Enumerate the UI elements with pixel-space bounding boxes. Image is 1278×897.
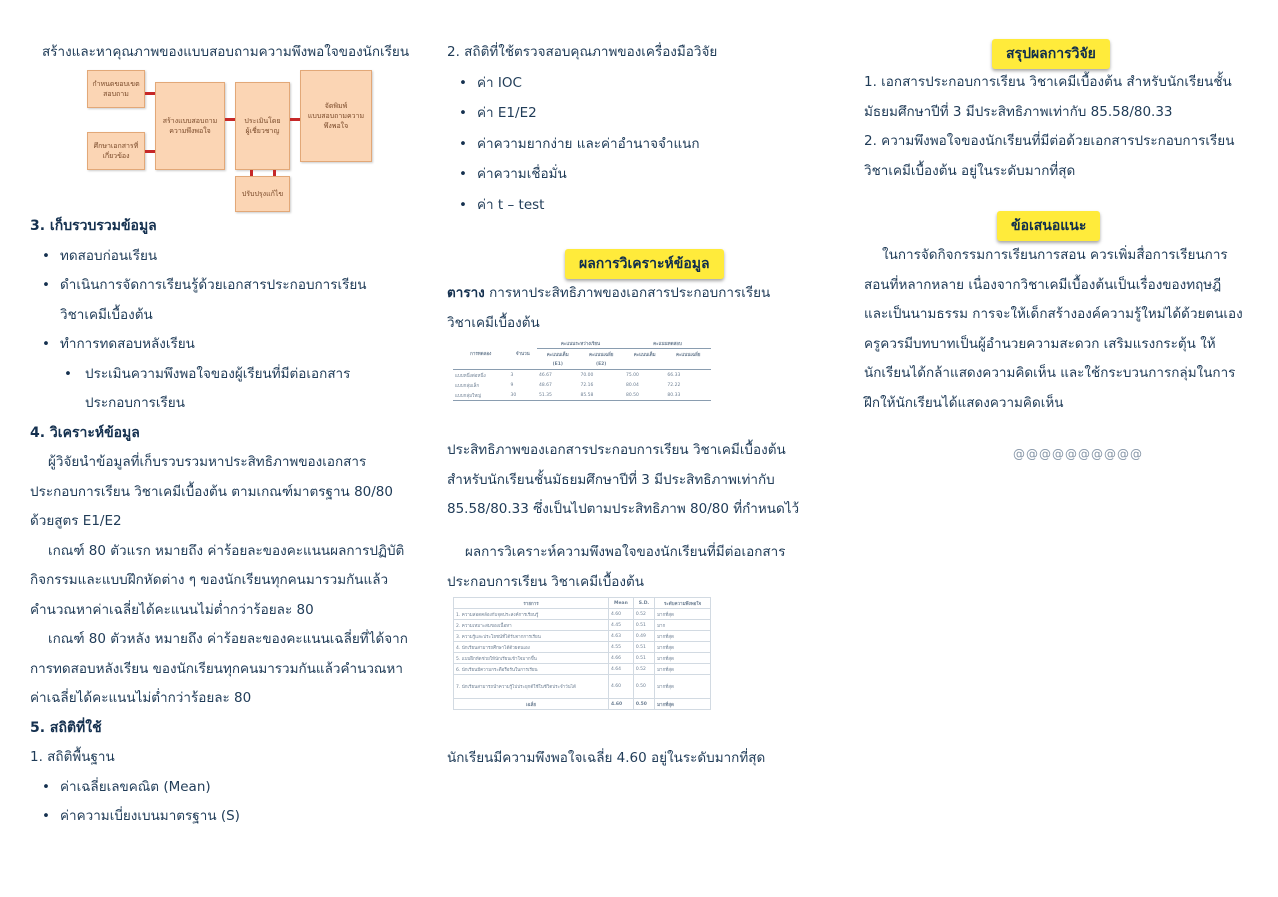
- t2-header-mean: Mean: [609, 598, 634, 609]
- stat-item-ttest: • ค่า t – test: [447, 190, 817, 221]
- t2-cell: 2. ความเหมาะสมของเนื้อหา: [454, 620, 609, 631]
- suggestion-line5: นักเรียนได้กล้าแสดงความคิดเห็น และใช้กระบวนการกลุ่มในการ: [864, 365, 1236, 381]
- t2-header-sd: S.D.: [633, 598, 654, 609]
- t2-cell: 4. นักเรียนสามารถศึกษาได้ด้วยตนเอง: [454, 642, 609, 653]
- t2-cell: 7. นักเรียนสามารถนำความรู้ไปประยุกต์ใช้ในชีวิตประจำวันได้: [454, 675, 609, 699]
- t2-header-item: รายการ: [454, 598, 609, 609]
- t1-cell: 80.50: [624, 390, 665, 401]
- t1-header-empty: [453, 359, 509, 370]
- satisfaction-intro-line1: ผลการวิเคราะห์ความพึงพอใจของนักเรียนที่มีต่อเอกสาร: [465, 544, 786, 560]
- t2-header-level: ระดับความพึงพอใจ: [655, 598, 711, 609]
- stat-item-difficulty: • ค่าความยากง่าย และค่าอำนาจจำแนก: [447, 129, 817, 160]
- table-row-total: [454, 699, 711, 710]
- efficiency-line3: 85.58/80.33 ซึ่งเป็นไปตามประสิทธิภาพ 80/80 ที่กำหนดไว้: [447, 501, 800, 517]
- t2-total-label: เฉลี่ย: [454, 699, 609, 710]
- t1-header-empty: [509, 338, 538, 349]
- t1-cell: 80.04: [625, 382, 639, 388]
- summary-1-line2: มัธยมศึกษาปีที่ 3 มีประสิทธิภาพเท่ากับ 85.58/80.33: [864, 103, 1173, 120]
- sec3-item-teach-line2: วิชาเคมีเบื้องต้น: [60, 306, 153, 323]
- t2-cell: 3. ความรู้และประโยชน์ที่ได้รับจากการเรียน: [454, 631, 609, 642]
- t2-cell: มากที่สุด: [655, 631, 711, 642]
- diagram-arrow: [250, 170, 253, 176]
- t1-cell: แบบกลุ่มเล็ก: [455, 383, 480, 389]
- efficiency-line2: สำหรับนักเรียนชั้นมัธยมศึกษาปีที่ 3 มีประสิทธิภาพเท่ากับ: [447, 471, 775, 488]
- sec4-para1-line2: ประกอบการเรียน วิชาเคมีเบื้องต้น ตามเกณฑ์มาตรฐาน 80/80: [30, 483, 393, 500]
- sec4-para1-line3: ด้วยสูตร E1/E2: [30, 513, 122, 529]
- sec3-item-teach-line1: ดำเนินการจัดการเรียนรู้ด้วยเอกสารประกอบการเรียน: [60, 277, 367, 293]
- t2-cell: 4.45: [609, 620, 634, 631]
- sec4-para2-line2: กิจกรรมและแบบฝึกหัดต่าง ๆ ของนักเรียนทุกคนมารวมกันแล้ว: [30, 572, 389, 588]
- t2-cell: 1. ความสอดคล้องกับจุดประสงค์การเรียนรู้: [454, 609, 609, 620]
- t1-header-mean1: คะแนนเฉลี่ย: [588, 352, 614, 358]
- t1-header-full1: คะแนนเต็ม: [546, 352, 569, 358]
- t1-header-empty: [509, 359, 538, 370]
- diagram-box-expert-review: ประเมินโดย ผู้เชี่ยวชาญ: [235, 82, 290, 170]
- t1-header-full2: คะแนนเต็ม: [633, 352, 656, 358]
- diagram-arrow: [145, 150, 155, 153]
- column-results: [447, 38, 817, 220]
- t2-cell: 4.55: [609, 642, 634, 653]
- table-row: [454, 675, 711, 699]
- t2-cell: มากที่สุด: [655, 664, 711, 675]
- sec4-para3-line3: ค่าเฉลี่ยได้คะแนนไม่ต่ำกว่าร้อยละ 80: [30, 690, 252, 706]
- summary-2-line2: วิชาเคมีเบื้องต้น อยู่ในระดับมากที่สุด: [864, 162, 1076, 179]
- sec4-para1-line1: ผู้วิจัยนำข้อมูลที่เก็บรวบรวมหาประสิทธิภาพของเอกสาร: [48, 454, 367, 470]
- t1-cell: 75.00: [625, 372, 639, 378]
- t2-cell: มาก: [655, 620, 711, 631]
- sec3-item-satisfaction: [30, 360, 430, 419]
- sec3-item-posttest: • ทำการทดสอบหลังเรียน: [30, 330, 430, 360]
- sec4-para2-line3: คำนวณหาค่าเฉลี่ยได้คะแนนไม่ต่ำกว่าร้อยละ 80: [30, 601, 314, 618]
- diagram-box-print: จัดพิมพ์ แบบสอบถามความ พึงพอใจ: [300, 70, 372, 162]
- t1-cell: แบบกลุ่มใหญ่: [453, 390, 509, 401]
- summary-2-line1: 2. ความพึงพอใจของนักเรียนที่มีต่อด้วยเอกสารประกอบการเรียน: [864, 133, 1235, 149]
- diagram-box-revise: ปรับปรุงแก้ไข: [235, 176, 290, 212]
- sec3-item-satisfaction-line1: ประเมินความพึงพอใจของผู้เรียนที่มีต่อเอกสาร: [85, 365, 351, 382]
- decorative-divider: @@@@@@@@@@: [1013, 447, 1143, 461]
- t2-cell: 0.51: [633, 620, 654, 631]
- section-5-title: 5. สถิติที่ใช้: [30, 719, 102, 736]
- t1-header-empty: [453, 338, 509, 349]
- t2-total-mean: 4.60: [609, 699, 634, 710]
- sec4-para2-line1: เกณฑ์ 80 ตัวแรก หมายถึง ค่าร้อยละของคะแนนผลการปฏิบัติ: [48, 542, 405, 559]
- summary-1-line1: 1. เอกสารประกอบการเรียน วิชาเคมีเบื้องต้น สำหรับนักเรียนชั้น: [864, 74, 1232, 90]
- satisfaction-intro-line2: ประกอบการเรียน วิชาเคมีเบื้องต้น: [447, 573, 644, 590]
- table-row: [454, 642, 711, 653]
- t2-cell: มากที่สุด: [655, 609, 711, 620]
- stat-item-ioc: • ค่า IOC: [447, 68, 817, 99]
- suggestion-line3: และเป็นนามธรรม การจะให้เด็กสร้างองค์ความรู้ใหม่ได้ด้วยตนเอง: [864, 306, 1243, 322]
- sec5-item-mean: • ค่าเฉลี่ยเลขคณิต (Mean): [30, 773, 430, 803]
- diagram-box-literature: ศึกษาเอกสารที่ เกี่ยวข้อง: [87, 132, 145, 170]
- results-badge-wrap: [565, 249, 724, 279]
- t1-cell: 9: [510, 382, 514, 388]
- table-caption-line1: การหาประสิทธิภาพของเอกสารประกอบการเรียน: [489, 285, 771, 301]
- t2-cell: มากที่สุด: [655, 642, 711, 653]
- table-row: [454, 631, 711, 642]
- sec3-item-teach: [30, 271, 430, 330]
- t1-header-n: จำนวน: [515, 352, 530, 358]
- sec5-subtitle-basic: 1. สถิติพื้นฐาน: [30, 749, 115, 765]
- sec5-item-sd: • ค่าความเบี่ยงเบนมาตรฐาน (S): [30, 802, 430, 832]
- suggestion-line4: ครูควรมีบทบาทเป็นผู้อำนวยความสะดวก เสริมแรงกระตุ้น ให้: [864, 335, 1216, 352]
- table-row: [454, 664, 711, 675]
- diagram-arrow: [145, 92, 155, 95]
- methods-body: [30, 212, 430, 832]
- table-label: ตาราง: [447, 285, 485, 301]
- efficiency-summary: [447, 436, 817, 525]
- t2-cell: 4.63: [609, 631, 634, 642]
- suggestions: [864, 241, 1256, 418]
- t2-cell: มากที่สุด: [655, 675, 711, 699]
- table-row: [454, 609, 711, 620]
- sec4-para3-line2: การทดสอบหลังเรียน ของนักเรียนทุกคนมารวมกันแล้วคำนวณหา: [30, 660, 403, 677]
- suggest-badge-wrap: [997, 211, 1100, 241]
- t1-cell: 85.58: [578, 390, 624, 401]
- summary-badge: สรุปผลการวิจัย: [992, 39, 1110, 69]
- t1-header-sub1: (E1): [537, 359, 578, 370]
- efficiency-line1: ประสิทธิภาพของเอกสารประกอบการเรียน วิชาเคมีเบื้องต้น: [447, 442, 786, 458]
- diagram-arrow: [290, 118, 300, 121]
- table-row: [453, 370, 711, 381]
- stat-item-reliability: • ค่าความเชื่อมั่น: [447, 159, 817, 190]
- t1-cell: แบบหนึ่งต่อหนึ่ง: [455, 373, 486, 379]
- t2-total-level: มากที่สุด: [655, 699, 711, 710]
- t1-header-group2: คะแนนทดสอบ: [624, 338, 711, 349]
- stats-quality-title: 2. สถิติที่ใช้ตรวจสอบคุณภาพของเครื่องมือวิจัย: [447, 44, 718, 60]
- t1-cell: 51.35: [537, 390, 578, 401]
- table-caption: [447, 279, 817, 338]
- t1-cell: 70.00: [580, 372, 594, 378]
- t1-cell: 30: [509, 390, 538, 401]
- t2-total-sd: 0.50: [633, 699, 654, 710]
- summary-badge-wrap: [992, 39, 1110, 69]
- efficiency-table: [453, 338, 711, 401]
- t2-cell: 0.51: [633, 642, 654, 653]
- diagram-box-scope: กำหนดขอบเขต สอบถาม: [87, 70, 145, 108]
- t2-cell: 0.51: [633, 653, 654, 664]
- suggestion-line1: ในการจัดกิจกรรมการเรียนการสอน ควรเพิ่มสื่อการเรียนการ: [882, 247, 1228, 263]
- t2-cell: 4.66: [609, 653, 634, 664]
- suggest-badge: ข้อเสนอแนะ: [997, 211, 1100, 241]
- sec4-para3-line1: เกณฑ์ 80 ตัวหลัง หมายถึง ค่าร้อยละของคะแนนเฉลี่ยที่ได้จาก: [48, 631, 408, 647]
- stat-item-e1e2: • ค่า E1/E2: [447, 98, 817, 129]
- flow-diagram: [55, 70, 375, 215]
- suggestion-line6: ฝึกให้นักเรียนได้แสดงความคิดเห็น: [864, 394, 1064, 411]
- section-3-title: 3. เก็บรวบรวมข้อมูล: [30, 218, 157, 234]
- t1-header-empty: [665, 359, 711, 370]
- t2-cell: 6. นักเรียนมีความกระตือรือร้นในการเรียน: [454, 664, 609, 675]
- diagram-arrow: [273, 170, 276, 176]
- t1-header-empty: [624, 359, 665, 370]
- t1-header-name: การทดลอง: [470, 352, 492, 358]
- t1-cell: 66.33: [667, 372, 681, 378]
- t1-cell: 3: [510, 372, 514, 378]
- suggestion-line2: สอนที่หลากหลาย เนื่องจากวิชาเคมีเบื้องต้นเป็นเรื่องของทฤษฎี: [864, 276, 1222, 293]
- column-summary: [864, 68, 1256, 186]
- t1-cell: 72.22: [667, 382, 681, 388]
- sec3-item-pretest: • ทดสอบก่อนเรียน: [30, 242, 430, 272]
- t1-cell: 46.67: [539, 372, 552, 378]
- t2-cell: 0.52: [633, 609, 654, 620]
- diagram-box-build-survey: สร้างแบบสอบถาม ความพึงพอใจ: [155, 82, 225, 170]
- table-row: [453, 390, 711, 401]
- t2-cell: 0.50: [633, 675, 654, 699]
- diagram-title: สร้างและหาคุณภาพของแบบสอบถามความพึงพอใจของนักเรียน: [42, 44, 410, 60]
- t1-cell: 80.33: [665, 390, 711, 401]
- t2-cell: 4.64: [609, 664, 634, 675]
- satisfaction-summary-line: นักเรียนมีความพึงพอใจเฉลี่ย 4.60 อยู่ในระดับมากที่สุด: [447, 750, 766, 766]
- satisfaction-intro: [447, 538, 817, 597]
- t1-header-sub2: (E2): [578, 359, 624, 370]
- diagram-arrow: [225, 118, 235, 121]
- table-caption-line2: วิชาเคมีเบื้องต้น: [447, 314, 540, 331]
- t1-header-group: คะแนนระหว่างเรียน: [537, 338, 624, 349]
- t2-cell: 4.60: [609, 675, 634, 699]
- satisfaction-summary: [447, 744, 817, 774]
- t1-cell: 72.16: [580, 382, 594, 388]
- t2-cell: 5. แบบฝึกหัดช่วยให้นักเรียนเข้าใจมากขึ้น: [454, 653, 609, 664]
- table-row: [454, 653, 711, 664]
- t2-cell: 4.60: [609, 609, 634, 620]
- table-row: [454, 620, 711, 631]
- t2-cell: มากที่สุด: [655, 653, 711, 664]
- table-row: [453, 380, 711, 390]
- results-badge: ผลการวิเคราะห์ข้อมูล: [565, 249, 724, 279]
- t1-cell: 48.67: [539, 382, 552, 388]
- sec3-item-satisfaction-line2: ประกอบการเรียน: [85, 395, 185, 411]
- t1-header-mean2: คะแนนเฉลี่ย: [675, 352, 701, 358]
- t2-cell: 0.49: [633, 631, 654, 642]
- section-4-title: 4. วิเคราะห์ข้อมูล: [30, 424, 140, 441]
- satisfaction-table: [453, 597, 711, 710]
- t2-cell: 0.52: [633, 664, 654, 675]
